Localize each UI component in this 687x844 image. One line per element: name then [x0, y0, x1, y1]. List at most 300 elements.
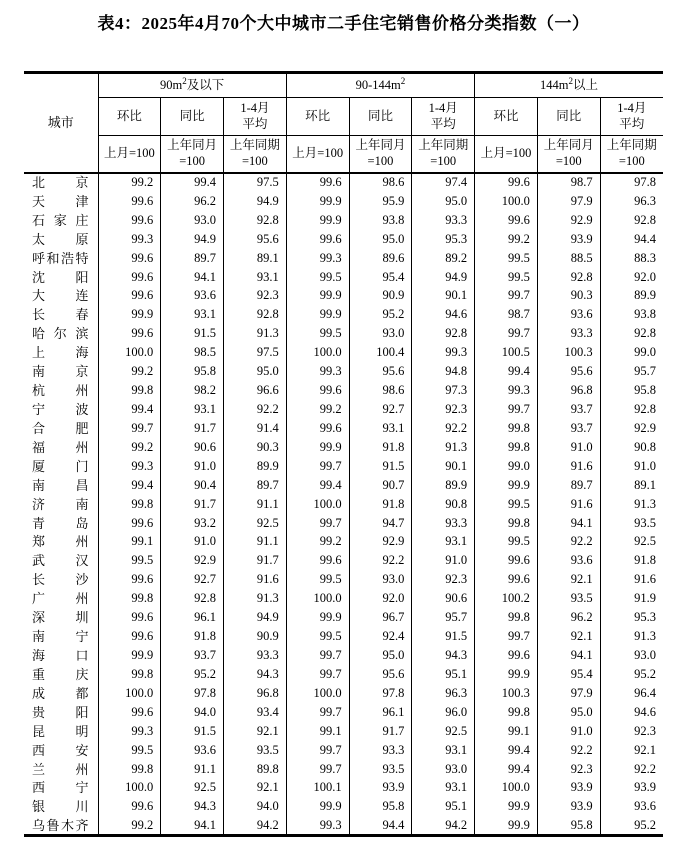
value-cell: 99.8 — [475, 438, 538, 457]
subcolumn-label: 环比 — [305, 108, 331, 123]
value-cell: 93.1 — [224, 268, 287, 287]
city-name: 合肥 — [32, 420, 89, 436]
value-cell: 94.4 — [600, 230, 663, 249]
value-cell: 96.8 — [537, 381, 600, 400]
city-cell — [24, 230, 98, 249]
value-cell: 93.9 — [537, 230, 600, 249]
value-cell: 93.6 — [537, 551, 600, 570]
base-header — [349, 136, 412, 174]
value-cell: 93.6 — [600, 797, 663, 816]
table-row — [24, 211, 663, 230]
value-cell: 99.7 — [286, 646, 349, 665]
subcolumn-label-line2: 平均 — [619, 116, 645, 131]
base-header — [98, 136, 161, 174]
table-row — [24, 287, 663, 306]
subcolumn-label: 同比 — [556, 108, 582, 123]
value-cell: 92.9 — [161, 551, 224, 570]
city-name: 广州 — [32, 591, 89, 607]
value-cell: 95.3 — [412, 230, 475, 249]
value-cell: 100.0 — [475, 779, 538, 798]
group-label-suffix: 及以下 — [186, 77, 225, 92]
value-cell: 96.7 — [349, 608, 412, 627]
base-header — [475, 136, 538, 174]
header-row-groups — [24, 73, 663, 98]
value-cell: 97.8 — [600, 173, 663, 192]
value-cell: 91.5 — [161, 324, 224, 343]
value-cell: 90.9 — [224, 627, 287, 646]
table-row — [24, 400, 663, 419]
value-cell: 89.1 — [600, 476, 663, 495]
value-cell: 92.2 — [537, 741, 600, 760]
city-name: 南昌 — [32, 477, 89, 493]
city-cell — [24, 760, 98, 779]
header-row-base — [24, 136, 663, 174]
city-name: 深圳 — [32, 610, 89, 626]
value-cell: 95.8 — [537, 816, 600, 835]
value-cell: 100.5 — [475, 343, 538, 362]
value-cell: 93.8 — [600, 305, 663, 324]
city-cell — [24, 608, 98, 627]
value-cell: 92.3 — [224, 287, 287, 306]
value-cell: 95.0 — [537, 703, 600, 722]
subcolumn-label: 1-4月 — [428, 100, 458, 115]
value-cell: 99.6 — [98, 192, 161, 211]
value-cell: 91.6 — [224, 570, 287, 589]
value-cell: 91.0 — [537, 438, 600, 457]
value-cell: 90.3 — [224, 438, 287, 457]
value-cell: 89.1 — [224, 249, 287, 268]
table-row — [24, 230, 663, 249]
value-cell: 99.9 — [286, 192, 349, 211]
table-row — [24, 684, 663, 703]
value-cell: 91.1 — [161, 760, 224, 779]
base-label-line2: =100 — [179, 154, 206, 168]
base-label-line2: =100 — [555, 154, 582, 168]
value-cell: 93.9 — [349, 779, 412, 798]
city-cell — [24, 722, 98, 741]
base-header — [224, 136, 287, 174]
value-cell: 99.6 — [98, 703, 161, 722]
table-row — [24, 249, 663, 268]
value-cell: 99.5 — [286, 268, 349, 287]
value-cell: 99.6 — [98, 211, 161, 230]
value-cell: 89.7 — [537, 476, 600, 495]
value-cell: 90.6 — [412, 589, 475, 608]
value-cell: 95.2 — [349, 305, 412, 324]
value-cell: 91.7 — [161, 419, 224, 438]
city-cell — [24, 324, 98, 343]
value-cell: 92.1 — [537, 570, 600, 589]
subcolumn-header — [537, 98, 600, 136]
value-cell: 90.8 — [412, 495, 475, 514]
value-cell: 99.0 — [600, 343, 663, 362]
base-header — [600, 136, 663, 174]
table-body — [24, 173, 663, 835]
subcolumn-header — [349, 98, 412, 136]
value-cell: 98.7 — [475, 305, 538, 324]
value-cell: 100.0 — [98, 343, 161, 362]
price-index-table — [24, 71, 663, 837]
table-row — [24, 362, 663, 381]
value-cell: 99.3 — [98, 722, 161, 741]
value-cell: 99.7 — [286, 760, 349, 779]
value-cell: 95.4 — [349, 268, 412, 287]
value-cell: 94.9 — [161, 230, 224, 249]
value-cell: 95.1 — [412, 797, 475, 816]
value-cell: 99.8 — [475, 703, 538, 722]
value-cell: 99.6 — [98, 797, 161, 816]
city-cell — [24, 570, 98, 589]
value-cell: 95.2 — [600, 816, 663, 835]
base-header — [537, 136, 600, 174]
value-cell: 98.6 — [349, 381, 412, 400]
value-cell: 92.5 — [412, 722, 475, 741]
value-cell: 95.0 — [224, 362, 287, 381]
value-cell: 92.1 — [600, 741, 663, 760]
value-cell: 91.8 — [349, 495, 412, 514]
value-cell: 99.0 — [475, 457, 538, 476]
city-cell — [24, 476, 98, 495]
value-cell: 97.8 — [349, 684, 412, 703]
value-cell: 96.3 — [412, 684, 475, 703]
value-cell: 99.6 — [475, 173, 538, 192]
value-cell: 99.6 — [286, 551, 349, 570]
city-name: 郑州 — [32, 534, 89, 550]
value-cell: 93.3 — [412, 211, 475, 230]
value-cell: 92.3 — [412, 400, 475, 419]
value-cell: 91.5 — [161, 722, 224, 741]
city-name: 成都 — [32, 685, 89, 701]
table-header — [24, 73, 663, 174]
city-name: 宁波 — [32, 402, 89, 418]
value-cell: 92.2 — [537, 533, 600, 552]
group-label-superscript: 2 — [400, 75, 406, 86]
value-cell: 99.7 — [286, 741, 349, 760]
subcolumn-label: 环比 — [116, 108, 142, 123]
value-cell: 99.9 — [98, 305, 161, 324]
value-cell: 91.8 — [349, 438, 412, 457]
value-cell: 89.7 — [161, 249, 224, 268]
value-cell: 99.6 — [475, 551, 538, 570]
value-cell: 93.0 — [600, 646, 663, 665]
value-cell: 99.8 — [98, 760, 161, 779]
value-cell: 91.5 — [412, 627, 475, 646]
subcolumn-header — [412, 98, 475, 136]
group-label: 90m — [160, 77, 183, 92]
value-cell: 93.1 — [161, 400, 224, 419]
value-cell: 92.8 — [600, 324, 663, 343]
subcolumn-label-line2: 平均 — [242, 116, 268, 131]
value-cell: 98.7 — [537, 173, 600, 192]
city-cell — [24, 362, 98, 381]
group-header — [475, 73, 663, 98]
city-name: 哈尔滨 — [32, 326, 89, 342]
value-cell: 93.6 — [161, 287, 224, 306]
value-cell: 95.7 — [600, 362, 663, 381]
value-cell: 92.8 — [537, 268, 600, 287]
value-cell: 99.3 — [98, 457, 161, 476]
base-label: 上年同期 — [606, 138, 657, 153]
value-cell: 100.2 — [475, 589, 538, 608]
group-label: 90-144m — [355, 77, 401, 92]
table-row — [24, 419, 663, 438]
value-cell: 91.5 — [349, 457, 412, 476]
value-cell: 94.0 — [161, 703, 224, 722]
value-cell: 99.7 — [286, 703, 349, 722]
value-cell: 99.6 — [475, 211, 538, 230]
table-row — [24, 722, 663, 741]
value-cell: 99.2 — [98, 362, 161, 381]
value-cell: 99.2 — [98, 173, 161, 192]
table-row — [24, 646, 663, 665]
base-label-line2: =100 — [242, 154, 268, 168]
value-cell: 99.6 — [98, 570, 161, 589]
city-name: 厦门 — [32, 458, 89, 474]
value-cell: 99.4 — [161, 173, 224, 192]
value-cell: 93.4 — [224, 703, 287, 722]
value-cell: 91.1 — [224, 495, 287, 514]
value-cell: 92.2 — [412, 419, 475, 438]
value-cell: 91.7 — [224, 551, 287, 570]
value-cell: 92.8 — [600, 400, 663, 419]
value-cell: 99.1 — [98, 533, 161, 552]
value-cell: 99.3 — [475, 381, 538, 400]
value-cell: 91.6 — [600, 570, 663, 589]
table-row — [24, 324, 663, 343]
value-cell: 96.2 — [537, 608, 600, 627]
value-cell: 89.7 — [224, 476, 287, 495]
subcolumn-header — [475, 98, 538, 136]
value-cell: 99.6 — [98, 627, 161, 646]
city-cell — [24, 438, 98, 457]
value-cell: 100.0 — [286, 684, 349, 703]
subcolumn-header — [161, 98, 224, 136]
value-cell: 100.4 — [349, 343, 412, 362]
city-cell — [24, 779, 98, 798]
value-cell: 99.5 — [286, 324, 349, 343]
base-label: 上年同月 — [355, 138, 406, 153]
value-cell: 94.6 — [412, 305, 475, 324]
value-cell: 93.5 — [600, 514, 663, 533]
value-cell: 88.5 — [537, 249, 600, 268]
subcolumn-label: 环比 — [493, 108, 519, 123]
value-cell: 92.8 — [600, 211, 663, 230]
city-name: 上海 — [32, 345, 89, 361]
city-name: 兰州 — [32, 761, 89, 777]
base-label-line2: =100 — [430, 154, 457, 168]
value-cell: 97.9 — [537, 684, 600, 703]
value-cell: 96.2 — [161, 192, 224, 211]
value-cell: 99.6 — [98, 287, 161, 306]
value-cell: 99.9 — [286, 211, 349, 230]
value-cell: 92.7 — [161, 570, 224, 589]
value-cell: 99.9 — [286, 287, 349, 306]
value-cell: 94.4 — [349, 816, 412, 835]
value-cell: 99.4 — [475, 741, 538, 760]
value-cell: 94.8 — [412, 362, 475, 381]
city-name: 银川 — [32, 799, 89, 815]
value-cell: 96.0 — [412, 703, 475, 722]
table-row — [24, 703, 663, 722]
value-cell: 93.1 — [412, 779, 475, 798]
value-cell: 94.9 — [224, 192, 287, 211]
value-cell: 98.2 — [161, 381, 224, 400]
value-cell: 94.3 — [224, 665, 287, 684]
value-cell: 96.8 — [224, 684, 287, 703]
city-cell — [24, 305, 98, 324]
value-cell: 89.8 — [224, 760, 287, 779]
value-cell: 92.5 — [600, 533, 663, 552]
value-cell: 99.5 — [286, 627, 349, 646]
value-cell: 92.8 — [224, 305, 287, 324]
value-cell: 99.2 — [475, 230, 538, 249]
value-cell: 94.9 — [224, 608, 287, 627]
value-cell: 99.5 — [475, 495, 538, 514]
value-cell: 89.9 — [600, 287, 663, 306]
city-name: 重庆 — [32, 666, 89, 682]
value-cell: 94.2 — [412, 816, 475, 835]
value-cell: 96.4 — [600, 684, 663, 703]
base-label-line2: =100 — [367, 154, 394, 168]
city-cell — [24, 192, 98, 211]
value-cell: 91.3 — [224, 324, 287, 343]
value-cell: 90.6 — [161, 438, 224, 457]
value-cell: 99.5 — [286, 570, 349, 589]
table-row — [24, 779, 663, 798]
value-cell: 95.0 — [349, 646, 412, 665]
value-cell: 99.7 — [475, 400, 538, 419]
table-row — [24, 797, 663, 816]
city-name: 济南 — [32, 496, 89, 512]
table-row — [24, 305, 663, 324]
value-cell: 91.8 — [600, 551, 663, 570]
value-cell: 99.4 — [475, 760, 538, 779]
value-cell: 97.9 — [537, 192, 600, 211]
city-cell — [24, 400, 98, 419]
base-label: 上月=100 — [292, 146, 344, 161]
value-cell: 99.5 — [98, 741, 161, 760]
value-cell: 93.0 — [349, 324, 412, 343]
value-cell: 99.9 — [475, 797, 538, 816]
value-cell: 91.0 — [412, 551, 475, 570]
value-cell: 95.7 — [412, 608, 475, 627]
subcolumn-label-line2: 平均 — [430, 116, 456, 131]
value-cell: 99.8 — [475, 514, 538, 533]
value-cell: 93.7 — [537, 419, 600, 438]
city-name: 北京 — [32, 175, 89, 191]
value-cell: 99.7 — [286, 457, 349, 476]
table-row — [24, 381, 663, 400]
value-cell: 93.0 — [412, 760, 475, 779]
group-header — [98, 73, 286, 98]
value-cell: 98.5 — [161, 343, 224, 362]
table-row — [24, 760, 663, 779]
value-cell: 100.0 — [475, 192, 538, 211]
value-cell: 95.3 — [600, 608, 663, 627]
value-cell: 94.1 — [537, 646, 600, 665]
value-cell: 99.7 — [475, 324, 538, 343]
value-cell: 99.8 — [98, 495, 161, 514]
subcolumn-header — [286, 98, 349, 136]
base-header — [161, 136, 224, 174]
value-cell: 99.6 — [98, 268, 161, 287]
value-cell: 96.1 — [161, 608, 224, 627]
value-cell: 95.6 — [349, 665, 412, 684]
value-cell: 93.8 — [349, 211, 412, 230]
value-cell: 99.4 — [475, 362, 538, 381]
value-cell: 95.4 — [537, 665, 600, 684]
value-cell: 89.9 — [412, 476, 475, 495]
value-cell: 93.9 — [537, 797, 600, 816]
city-name: 武汉 — [32, 553, 89, 569]
value-cell: 88.3 — [600, 249, 663, 268]
value-cell: 99.3 — [286, 816, 349, 835]
city-name: 呼和浩特 — [32, 250, 89, 266]
value-cell: 96.1 — [349, 703, 412, 722]
value-cell: 92.8 — [224, 211, 287, 230]
value-cell: 99.6 — [286, 173, 349, 192]
value-cell: 99.8 — [475, 608, 538, 627]
value-cell: 91.7 — [161, 495, 224, 514]
table-row — [24, 533, 663, 552]
value-cell: 99.3 — [286, 249, 349, 268]
value-cell: 99.6 — [475, 646, 538, 665]
value-cell: 99.9 — [286, 438, 349, 457]
table-row — [24, 495, 663, 514]
value-cell: 92.2 — [600, 760, 663, 779]
city-name: 杭州 — [32, 383, 89, 399]
city-cell — [24, 514, 98, 533]
table-row — [24, 608, 663, 627]
city-cell — [24, 684, 98, 703]
table-row — [24, 514, 663, 533]
value-cell: 89.2 — [412, 249, 475, 268]
value-cell: 91.8 — [161, 627, 224, 646]
value-cell: 92.9 — [537, 211, 600, 230]
value-cell: 92.8 — [161, 589, 224, 608]
value-cell: 89.9 — [224, 457, 287, 476]
subcolumn-header — [600, 98, 663, 136]
value-cell: 94.6 — [600, 703, 663, 722]
value-cell: 99.6 — [286, 419, 349, 438]
city-cell — [24, 797, 98, 816]
value-cell: 94.3 — [161, 797, 224, 816]
value-cell: 100.0 — [286, 495, 349, 514]
base-label: 上月=100 — [103, 146, 155, 161]
value-cell: 91.9 — [600, 589, 663, 608]
value-cell: 97.3 — [412, 381, 475, 400]
value-cell: 99.7 — [475, 287, 538, 306]
city-name: 贵阳 — [32, 704, 89, 720]
value-cell: 99.6 — [286, 230, 349, 249]
value-cell: 99.9 — [475, 816, 538, 835]
group-label: 144m — [540, 77, 569, 92]
value-cell: 92.3 — [412, 570, 475, 589]
table-row — [24, 173, 663, 192]
value-cell: 92.4 — [349, 627, 412, 646]
value-cell: 99.3 — [286, 362, 349, 381]
group-label-suffix: 以上 — [573, 77, 599, 92]
value-cell: 95.2 — [600, 665, 663, 684]
value-cell: 94.1 — [161, 816, 224, 835]
city-cell — [24, 419, 98, 438]
value-cell: 92.2 — [224, 400, 287, 419]
value-cell: 91.3 — [600, 495, 663, 514]
city-cell — [24, 627, 98, 646]
city-cell — [24, 381, 98, 400]
value-cell: 99.2 — [98, 816, 161, 835]
value-cell: 91.6 — [537, 495, 600, 514]
